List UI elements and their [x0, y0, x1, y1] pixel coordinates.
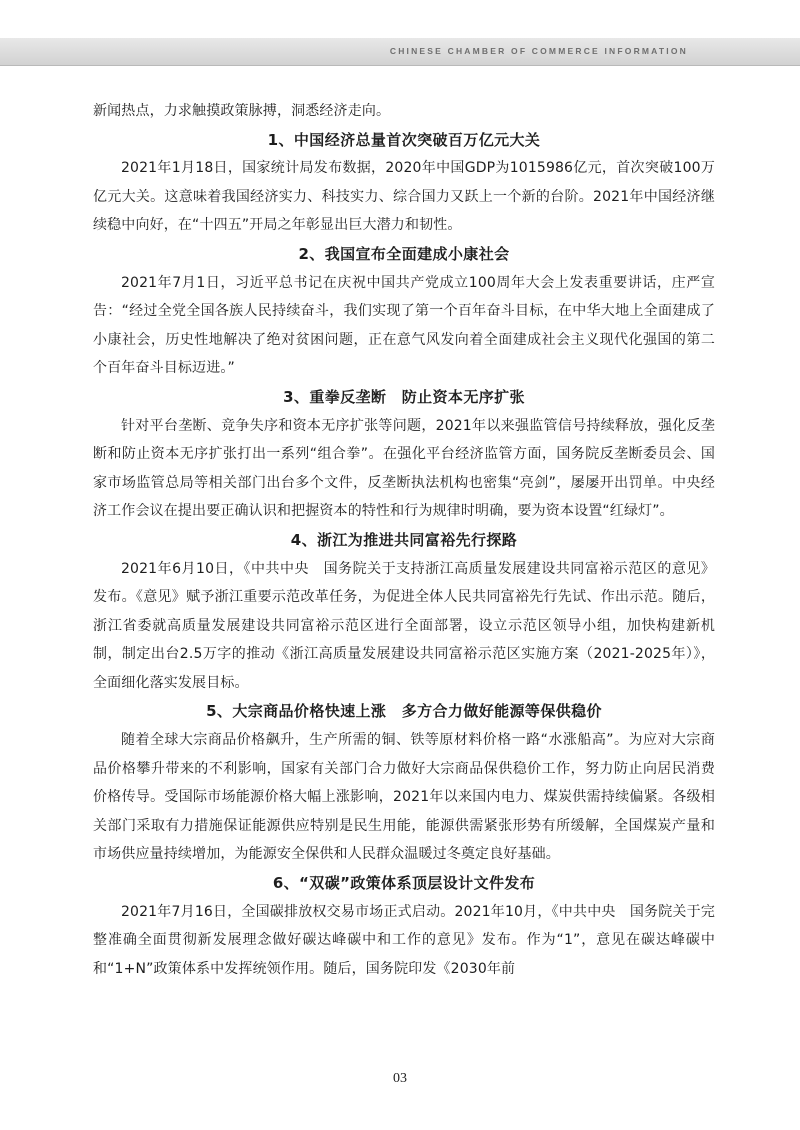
section-5-paragraph: 随着全球大宗商品价格飙升，生产所需的铜、铁等原材料价格一路“水涨船高”。为应对大宗商品价格攀升带来的不利影响，国家有关部门合力做好大宗商品保供稳价工作，努力防止向居民消费价格传导。受国际市场能源价格大幅上涨影响，2021年以来国内电力、煤炭供需持续偏紧。各级相关部门采取有力措施保证能源供应特别是民生用能，能源供需紧张形势有所缓解，全国煤炭产量和市场供应量持续增加，为能源安全保供和人民群众温暖过冬奠定良好基础。	[93, 732, 715, 863]
intro-paragraph: 新闻热点，力求触摸政策脉搏，洞悉经济走向。	[93, 103, 391, 119]
section-6-paragraph: 2021年7月16日，全国碳排放权交易市场正式启动。2021年10月，《中共中央 国务院关于完整准确全面贯彻新发展理念做好碳达峰碳中和工作的意见》发布。作为“1”，意见在碳达峰碳中和“1+N”政策体系中发挥统领作用。随后，国务院印发《2030年前	[93, 903, 715, 977]
section-heading-1: 1、中国经济总量首次突破百万亿元大关	[267, 130, 541, 149]
section-2-paragraph: 2021年7月1日，习近平总书记在庆祝中国共产党成立100周年大会上发表重要讲话，庄严宣告：“经过全党全国各族人民持续奋斗，我们实现了第一个百年奋斗目标，在中华大地上全面建成了小康社会，历史性地解决了绝对贫困问题，正在意气风发向着全面建成社会主义现代化强国的第二个百年奋斗目标迈进。”	[93, 274, 715, 377]
section-4-paragraph: 2021年6月10日，《中共中央 国务院关于支持浙江高质量发展建设共同富裕示范区的意见》发布。《意见》赋予浙江重要示范改革任务，为促进全体人民共同富裕先行先试、作出示范。随后，浙江省委就高质量发展建设共同富裕示范区进行全面部署，设立示范区领导小组，加快构建新机制，制定出台2.5万字的推动《浙江高质量发展建设共同富裕示范区实施方案（2021-2025年）》，全面细化落实发展目标。	[93, 560, 715, 691]
section-heading-5: 5、大宗商品价格快速上涨 多方合力做好能源等保供稳价	[206, 702, 602, 721]
article-body	[93, 97, 715, 983]
section-heading-3: 3、重拳反垄断 防止资本无序扩张	[283, 387, 525, 406]
section-3-paragraph: 针对平台垄断、竞争失序和资本无序扩张等问题，2021年以来强监管信号持续释放，强化反垄断和防止资本无序扩张打出一系列“组合拳”。在强化平台经济监管方面，国务院反垄断委员会、国家市场监管总局等相关部门出台多个文件，反垄断执法机构也密集“亮剑”，屡屡开出罚单。中央经济工作会议在提出要正确认识和把握资本的特性和行为规律时明确，要为资本设置“红绿灯”。	[93, 417, 715, 520]
section-1-paragraph: 2021年1月18日，国家统计局发布数据，2020年中国GDP为1015986亿元，首次突破100万亿元大关。这意味着我国经济实力、科技实力、综合国力又跃上一个新的台阶。2021年中国经济继续稳中向好，在“十四五”开局之年彰显出巨大潜力和韧性。	[93, 160, 715, 234]
header-band	[0, 38, 800, 66]
section-heading-4: 4、浙江为推进共同富裕先行探路	[290, 530, 518, 549]
header-title: CHINESE CHAMBER OF COMMERCE INFORMATION	[389, 46, 688, 56]
section-heading-6: 6、“双碳”政策体系顶层设计文件发布	[272, 874, 536, 893]
page-number: 03	[393, 1071, 407, 1086]
section-heading-2: 2、我国宣布全面建成小康社会	[298, 244, 510, 263]
